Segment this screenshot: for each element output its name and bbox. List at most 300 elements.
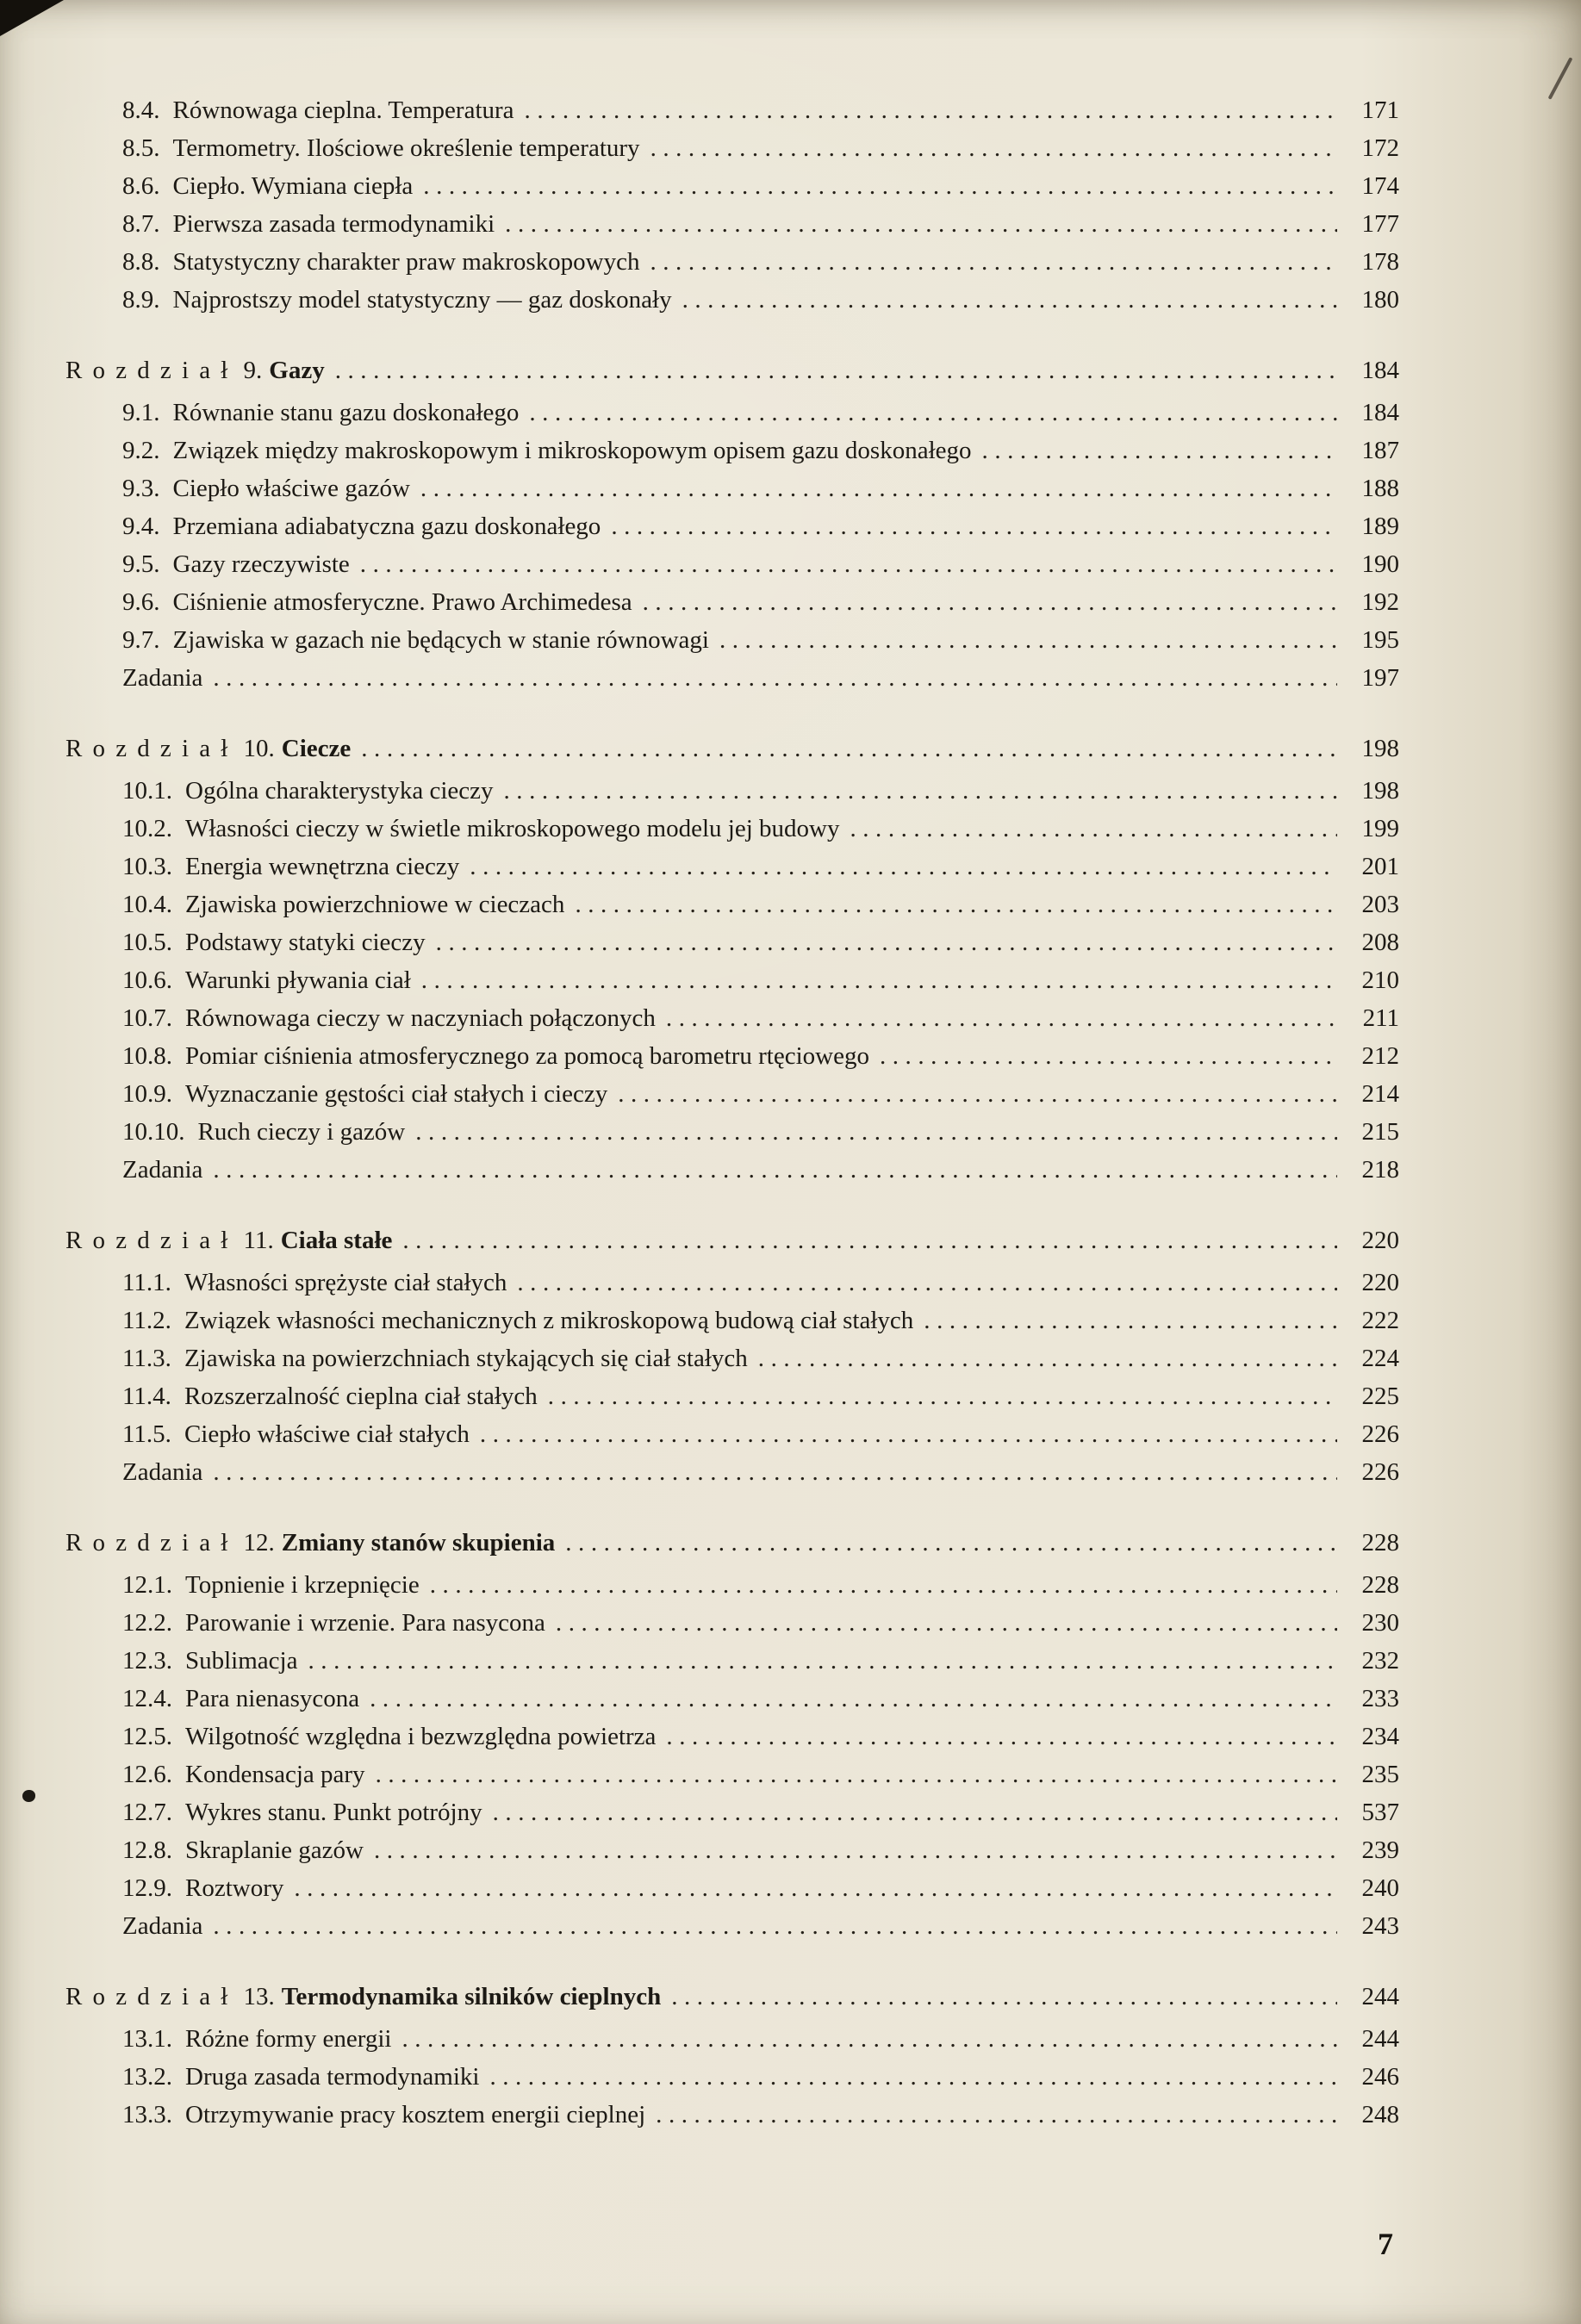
dot-leader	[213, 659, 1337, 697]
dot-leader	[308, 1642, 1337, 1680]
entry-number: 12.4.	[122, 1685, 172, 1712]
toc-entry	[65, 999, 1399, 1037]
entry-label	[122, 1415, 470, 1453]
dot-leader	[650, 243, 1337, 281]
entry-title: Ciepło właściwe ciał stałych	[184, 1420, 470, 1448]
entry-label	[122, 1302, 913, 1339]
entry-label	[122, 545, 350, 583]
chapter-heading-row	[65, 1524, 1399, 1562]
toc-entry	[65, 923, 1399, 961]
dot-leader	[421, 961, 1337, 999]
entry-page-number: 177	[1361, 210, 1399, 238]
entry-page-number: 248	[1361, 2101, 1399, 2128]
entry-title: Równanie stanu gazu doskonałego	[172, 399, 520, 426]
entry-label	[122, 1037, 869, 1075]
dot-leader	[402, 1221, 1337, 1259]
entry-number: 10.8.	[122, 1042, 172, 1070]
entry-number: 11.3.	[122, 1345, 171, 1372]
toc-entry	[65, 1642, 1399, 1680]
entry-page-number: 178	[1361, 248, 1399, 276]
entry-number: 8.9.	[122, 286, 160, 314]
entry-title: Pomiar ciśnienia atmosferycznego za pomocą barometru rtęciowego	[185, 1042, 869, 1070]
dot-leader	[671, 1978, 1337, 2016]
entry-number: 12.8.	[122, 1836, 172, 1864]
dot-leader	[294, 1869, 1337, 1907]
dot-leader	[850, 810, 1337, 848]
chapter-page-number: 198	[1361, 735, 1399, 762]
entry-number: 13.1.	[122, 2025, 172, 2053]
entry-number: 8.7.	[122, 210, 160, 238]
entry-title: Przemiana adiabatyczna gazu doskonałego	[172, 513, 601, 540]
toc-section	[65, 1978, 1399, 2134]
entry-label	[122, 1113, 405, 1151]
chapter-number: 10.	[243, 735, 275, 762]
entry-label	[122, 1151, 202, 1189]
entry-label	[122, 621, 709, 659]
toc-section	[65, 1524, 1399, 1945]
dot-leader	[374, 1831, 1337, 1869]
entry-page-number: 220	[1361, 1269, 1399, 1296]
dot-leader	[505, 205, 1337, 243]
entry-title: Równowaga cieplna. Temperatura	[172, 96, 514, 124]
entry-page-number: 218	[1361, 1156, 1399, 1184]
entry-page-number: 222	[1361, 1307, 1399, 1334]
entry-page-number: 228	[1361, 1571, 1399, 1599]
entry-number: 9.7.	[122, 626, 160, 654]
entry-number: 11.1.	[122, 1269, 171, 1296]
toc-entry	[65, 583, 1399, 621]
entry-title: Pierwsza zasada termodynamiki	[172, 210, 495, 238]
entry-title: Zadania	[122, 1156, 203, 1184]
entry-number: 8.8.	[122, 248, 160, 276]
entry-number: 12.9.	[122, 1874, 172, 1902]
toc-entry	[65, 1264, 1399, 1302]
entry-page-number: 233	[1361, 1685, 1399, 1712]
entry-label	[122, 2096, 645, 2134]
entry-page-number: 174	[1361, 172, 1399, 200]
entry-number: 9.2.	[122, 437, 160, 464]
dot-leader	[493, 1793, 1337, 1831]
dot-leader	[548, 1377, 1337, 1415]
dot-leader	[213, 1151, 1337, 1189]
entry-title: Wykres stanu. Punkt potrójny	[185, 1799, 482, 1826]
dot-leader	[489, 2058, 1337, 2096]
entry-label	[122, 1075, 607, 1113]
entry-number: 9.3.	[122, 475, 160, 502]
entry-label	[122, 91, 514, 129]
toc-entry	[65, 1037, 1399, 1075]
entry-title: Energia wewnętrzna cieczy	[185, 853, 460, 880]
dot-leader	[643, 583, 1337, 621]
toc-entry	[65, 659, 1399, 697]
entry-number: 12.1.	[122, 1571, 172, 1599]
dot-leader	[213, 1453, 1337, 1491]
chapter-title: Termodynamika silników cieplnych	[281, 1983, 662, 2010]
dot-leader	[376, 1755, 1337, 1793]
entry-label	[122, 167, 413, 205]
toc-entry	[65, 2096, 1399, 2134]
toc-entry	[65, 1793, 1399, 1831]
entry-page-number: 234	[1361, 1723, 1399, 1750]
dot-leader	[611, 507, 1337, 545]
toc-entry	[65, 1680, 1399, 1718]
chapter-label	[65, 1524, 555, 1562]
toc-entry	[65, 772, 1399, 810]
toc-entry	[65, 1415, 1399, 1453]
entry-title: Zadania	[122, 1458, 203, 1486]
toc-entry	[65, 469, 1399, 507]
entry-number: 8.4.	[122, 96, 160, 124]
dot-leader	[982, 432, 1337, 469]
entry-number: 11.4.	[122, 1383, 171, 1410]
toc-entry	[65, 1755, 1399, 1793]
dot-leader	[719, 621, 1337, 659]
chapter-word: Rozdział	[65, 1983, 239, 2010]
entry-page-number: 537	[1361, 1799, 1399, 1826]
entry-page-number: 180	[1361, 286, 1399, 314]
dot-leader	[401, 2020, 1337, 2058]
toc-entry	[65, 1907, 1399, 1945]
entry-title: Równowaga cieczy w naczyniach połączonych	[185, 1004, 656, 1032]
entry-number: 10.5.	[122, 929, 172, 956]
entry-page-number: 187	[1361, 437, 1399, 464]
toc-entry	[65, 961, 1399, 999]
entry-title: Kondensacja pary	[185, 1761, 365, 1788]
entry-label	[122, 659, 202, 697]
entry-number: 9.5.	[122, 550, 160, 578]
entry-title: Własności cieczy w świetle mikroskopowego modelu jej budowy	[185, 815, 840, 842]
entry-title: Parowanie i wrzenie. Para nasycona	[185, 1609, 545, 1637]
toc-section	[65, 351, 1399, 697]
entry-title: Ciepło. Wymiana ciepła	[172, 172, 414, 200]
entry-title: Rozszerzalność cieplna ciał stałych	[184, 1383, 538, 1410]
entry-number: 10.7.	[122, 1004, 172, 1032]
entry-label	[122, 394, 519, 432]
entry-page-number: 212	[1361, 1042, 1399, 1070]
chapter-title: Ciecze	[281, 735, 352, 762]
chapter-page-number: 220	[1361, 1227, 1399, 1254]
dot-leader	[517, 1264, 1337, 1302]
entry-title: Zjawiska na powierzchniach stykających się ciał stałych	[184, 1345, 748, 1372]
scan-corner-mark	[0, 0, 64, 36]
entry-title: Podstawy statyki cieczy	[185, 929, 426, 956]
entry-title: Gazy rzeczywiste	[172, 550, 350, 578]
entry-number: 9.1.	[122, 399, 160, 426]
dot-leader	[880, 1037, 1337, 1075]
chapter-word: Rozdział	[65, 1227, 239, 1254]
entry-label	[122, 1680, 359, 1718]
dot-leader	[565, 1524, 1337, 1562]
entry-label	[122, 2020, 391, 2058]
entry-page-number: 184	[1361, 399, 1399, 426]
entry-title: Ogólna charakterystyka cieczy	[185, 777, 494, 805]
entry-number: 8.6.	[122, 172, 160, 200]
chapter-title: Gazy	[269, 357, 325, 384]
dot-leader	[666, 1718, 1337, 1755]
entry-label	[122, 999, 656, 1037]
entry-label	[122, 1453, 202, 1491]
entry-number: 12.2.	[122, 1609, 172, 1637]
entry-label	[122, 1377, 538, 1415]
entry-page-number: 199	[1361, 815, 1399, 842]
entry-label	[122, 1755, 365, 1793]
entry-number: 10.10.	[122, 1118, 185, 1146]
entry-label	[122, 243, 639, 281]
chapter-label	[65, 1978, 661, 2016]
chapter-heading-row	[65, 730, 1399, 767]
dot-leader	[618, 1075, 1337, 1113]
entry-page-number: 197	[1361, 664, 1399, 692]
toc-entry	[65, 91, 1399, 129]
entry-label	[122, 1264, 507, 1302]
entry-page-number: 203	[1361, 891, 1399, 918]
entry-page-number: 226	[1361, 1420, 1399, 1448]
toc-entry	[65, 1604, 1399, 1642]
toc-entry	[65, 2020, 1399, 2058]
entry-page-number: 190	[1361, 550, 1399, 578]
entry-page-number: 215	[1361, 1118, 1399, 1146]
toc-entry	[65, 1075, 1399, 1113]
dot-leader	[430, 1566, 1337, 1604]
toc-section	[65, 1221, 1399, 1491]
toc-entry	[65, 810, 1399, 848]
chapter-number: 12.	[243, 1529, 275, 1557]
entry-label	[122, 1907, 202, 1945]
entry-label	[122, 772, 494, 810]
dot-leader	[423, 167, 1337, 205]
entry-page-number: 235	[1361, 1761, 1399, 1788]
entry-number: 11.5.	[122, 1420, 171, 1448]
chapter-heading-row	[65, 1221, 1399, 1259]
chapter-heading-row	[65, 1978, 1399, 2016]
entry-number: 10.2.	[122, 815, 172, 842]
toc-entry	[65, 621, 1399, 659]
entry-number: 13.3.	[122, 2101, 172, 2128]
dot-leader	[682, 281, 1337, 319]
entry-label	[122, 1566, 420, 1604]
entry-page-number: 214	[1361, 1080, 1399, 1108]
entry-label	[122, 1339, 748, 1377]
dot-leader	[666, 999, 1337, 1037]
chapter-label	[65, 730, 351, 767]
chapter-label	[65, 1221, 392, 1259]
toc-entry	[65, 281, 1399, 319]
entry-title: Zadania	[122, 1912, 203, 1940]
entry-label	[122, 281, 672, 319]
dot-leader	[360, 545, 1337, 583]
entry-number: 12.5.	[122, 1723, 172, 1750]
entry-number: 12.6.	[122, 1761, 172, 1788]
toc-entry	[65, 167, 1399, 205]
entry-page-number: 208	[1361, 929, 1399, 956]
toc-entry	[65, 205, 1399, 243]
entry-label	[122, 1718, 656, 1755]
toc-entry	[65, 129, 1399, 167]
entry-page-number: 211	[1362, 1004, 1399, 1032]
table-of-contents	[65, 91, 1399, 2134]
entry-number: 9.4.	[122, 513, 160, 540]
entry-title: Różne formy energii	[185, 2025, 392, 2053]
entry-label	[122, 923, 426, 961]
entry-title: Zadania	[122, 664, 203, 692]
dot-leader	[361, 730, 1337, 767]
entry-title: Wilgotność względna i bezwzględna powietrza	[185, 1723, 657, 1750]
entry-label	[122, 507, 601, 545]
dot-leader	[529, 394, 1337, 432]
toc-entry	[65, 1339, 1399, 1377]
entry-page-number: 210	[1361, 966, 1399, 994]
chapter-page-number: 244	[1361, 1983, 1399, 2010]
entry-title: Zjawiska w gazach nie będących w stanie równowagi	[172, 626, 709, 654]
entry-page-number: 239	[1361, 1836, 1399, 1864]
toc-entry	[65, 1151, 1399, 1189]
entry-label	[122, 885, 564, 923]
entry-page-number: 240	[1361, 1874, 1399, 1902]
entry-title: Ruch cieczy i gazów	[197, 1118, 406, 1146]
chapter-word: Rozdział	[65, 735, 239, 762]
toc-entry	[65, 394, 1399, 432]
dot-leader	[415, 1113, 1337, 1151]
dot-leader	[213, 1907, 1337, 1945]
chapter-page-number: 228	[1361, 1529, 1399, 1557]
dot-leader	[470, 848, 1337, 885]
entry-page-number: 246	[1361, 2063, 1399, 2091]
entry-title: Sublimacja	[185, 1647, 298, 1675]
entry-number: 10.6.	[122, 966, 172, 994]
entry-title: Roztwory	[185, 1874, 284, 1902]
chapter-number: 9.	[243, 357, 263, 384]
entry-number: 11.2.	[122, 1307, 171, 1334]
entry-number: 10.1.	[122, 777, 172, 805]
dot-leader	[480, 1415, 1337, 1453]
entry-title: Najprostszy model statystyczny — gaz doskonały	[172, 286, 672, 314]
dot-leader	[758, 1339, 1337, 1377]
toc-entry	[65, 1377, 1399, 1415]
dot-leader	[420, 469, 1337, 507]
toc-entry	[65, 1566, 1399, 1604]
entry-title: Termometry. Ilościowe określenie temperatury	[172, 134, 640, 162]
dot-leader	[436, 923, 1337, 961]
entry-page-number: 243	[1361, 1912, 1399, 1940]
scan-slash-mark	[1548, 57, 1573, 100]
entry-label	[122, 432, 972, 469]
entry-label	[122, 1869, 283, 1907]
entry-title: Wyznaczanie gęstości ciał stałych i cieczy	[185, 1080, 608, 1108]
entry-label	[122, 1642, 297, 1680]
entry-label	[122, 469, 410, 507]
toc-entry	[65, 507, 1399, 545]
toc-entry	[65, 432, 1399, 469]
entry-label	[122, 1793, 482, 1831]
chapter-word: Rozdział	[65, 357, 239, 384]
entry-title: Ciepło właściwe gazów	[172, 475, 410, 502]
entry-number: 13.2.	[122, 2063, 172, 2091]
entry-label	[122, 1831, 364, 1869]
entry-page-number: 188	[1361, 475, 1399, 502]
chapter-word: Rozdział	[65, 1529, 239, 1557]
entry-title: Warunki pływania ciał	[185, 966, 411, 994]
entry-title: Druga zasada termodynamiki	[185, 2063, 480, 2091]
entry-page-number: 232	[1361, 1647, 1399, 1675]
toc-entry	[65, 243, 1399, 281]
entry-page-number: 225	[1361, 1383, 1399, 1410]
chapter-number: 13.	[243, 1983, 275, 2010]
toc-entry	[65, 1869, 1399, 1907]
dot-leader	[575, 885, 1337, 923]
entry-label	[122, 129, 640, 167]
dot-leader	[924, 1302, 1337, 1339]
entry-label	[122, 583, 632, 621]
entry-title: Zjawiska powierzchniowe w cieczach	[185, 891, 565, 918]
toc-entry	[65, 1453, 1399, 1491]
entry-page-number: 172	[1361, 134, 1399, 162]
chapter-title: Ciała stałe	[280, 1227, 393, 1254]
dot-leader	[556, 1604, 1337, 1642]
entry-number: 8.5.	[122, 134, 160, 162]
toc-entry	[65, 2058, 1399, 2096]
entry-title: Skraplanie gazów	[185, 1836, 364, 1864]
dot-leader	[504, 772, 1338, 810]
entry-page-number: 226	[1361, 1458, 1399, 1486]
chapter-page-number: 184	[1361, 357, 1399, 384]
entry-page-number: 198	[1361, 777, 1399, 805]
toc-section	[65, 730, 1399, 1189]
toc-entry	[65, 1113, 1399, 1151]
entry-page-number: 224	[1361, 1345, 1399, 1372]
entry-title: Ciśnienie atmosferyczne. Prawo Archimedesa	[172, 588, 632, 616]
toc-entry	[65, 545, 1399, 583]
toc-section	[65, 91, 1399, 319]
entry-number: 10.3.	[122, 853, 172, 880]
entry-label	[122, 205, 495, 243]
entry-number: 12.3.	[122, 1647, 172, 1675]
toc-entry	[65, 1831, 1399, 1869]
toc-entry	[65, 1302, 1399, 1339]
entry-title: Para nienasycona	[185, 1685, 360, 1712]
entry-page-number: 244	[1361, 2025, 1399, 2053]
entry-label	[122, 810, 839, 848]
chapter-label	[65, 351, 325, 389]
entry-title: Związek własności mechanicznych z mikroskopową budową ciał stałych	[184, 1307, 914, 1334]
entry-label	[122, 848, 459, 885]
dot-leader	[335, 351, 1337, 389]
dot-leader	[650, 129, 1337, 167]
entry-title: Otrzymywanie pracy kosztem energii cieplnej	[185, 2101, 646, 2128]
toc-entry	[65, 1718, 1399, 1755]
chapter-title: Zmiany stanów skupienia	[281, 1529, 556, 1557]
entry-title: Własności sprężyste ciał stałych	[184, 1269, 507, 1296]
entry-page-number: 171	[1361, 96, 1399, 124]
entry-title: Statystyczny charakter praw makroskopowych	[172, 248, 640, 276]
entry-title: Topnienie i krzepnięcie	[185, 1571, 420, 1599]
entry-number: 12.7.	[122, 1799, 172, 1826]
chapter-number: 11.	[243, 1227, 274, 1254]
dot-leader	[656, 2096, 1337, 2134]
entry-title: Związek między makroskopowym i mikroskopowym opisem gazu doskonałego	[172, 437, 972, 464]
entry-page-number: 192	[1361, 588, 1399, 616]
entry-page-number: 189	[1361, 513, 1399, 540]
entry-page-number: 230	[1361, 1609, 1399, 1637]
entry-label	[122, 1604, 545, 1642]
toc-entry	[65, 848, 1399, 885]
entry-number: 10.4.	[122, 891, 172, 918]
entry-number: 10.9.	[122, 1080, 172, 1108]
dot-leader	[370, 1680, 1337, 1718]
ink-dot-artifact	[22, 1790, 35, 1802]
entry-page-number: 195	[1361, 626, 1399, 654]
entry-number: 9.6.	[122, 588, 160, 616]
chapter-heading-row	[65, 351, 1399, 389]
